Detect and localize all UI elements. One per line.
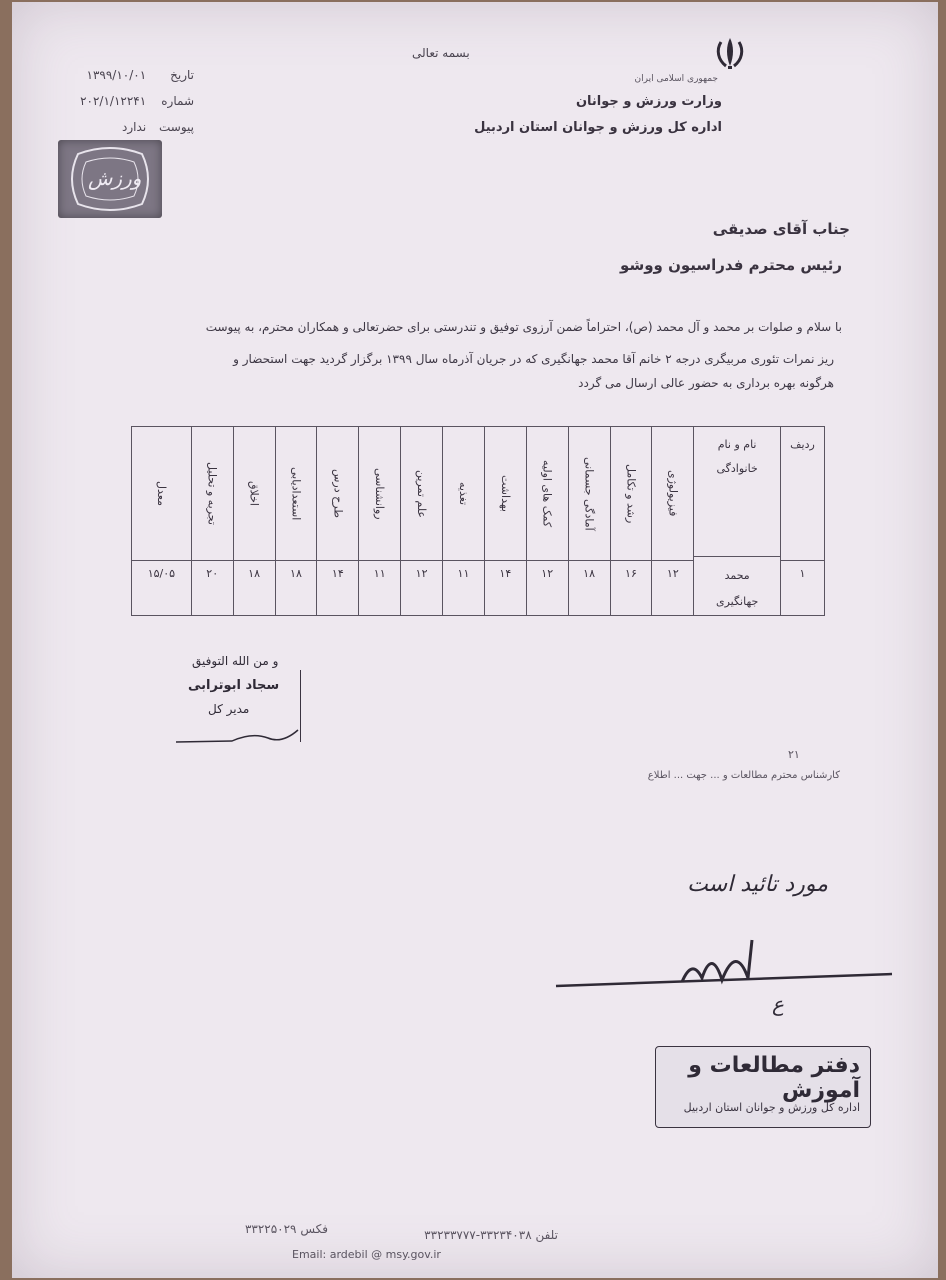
body-line-1: با سلام و صلوات بر محمد و آل محمد (ص)، احتراماً ضمن آرزوی توفیق و تندرستی برای حضرتعالی و همکاران محترم، به پیوست <box>205 320 842 334</box>
footer-tel <box>358 1228 558 1242</box>
col-average <box>132 427 191 615</box>
col-header: تجربه و تحلیل <box>192 427 233 561</box>
col-header: فیزیولوژی <box>652 427 693 561</box>
number-row <box>64 94 194 108</box>
date-value: ۱۳۹۹/۱۰/۰۱ <box>86 68 147 82</box>
approval-signature-icon <box>552 938 912 998</box>
table-cell: ۱۸ <box>290 567 302 580</box>
fax-value: ۳۳۲۲۵۰۲۹ <box>244 1222 297 1236</box>
col-grade <box>484 427 526 615</box>
seal-text: ورزش <box>88 166 142 190</box>
col-row-number <box>780 427 824 615</box>
signature-mark-icon <box>172 724 302 754</box>
stamp-subtitle: اداره کل ورزش و جوانان استان اردبیل <box>683 1101 860 1114</box>
grades-table <box>131 426 825 616</box>
col-grade <box>191 427 233 615</box>
directorate-name: اداره کل ورزش و جوانان استان اردبیل <box>474 120 722 135</box>
col-header: معدل <box>132 427 191 561</box>
col-grade <box>233 427 275 615</box>
col-grade <box>526 427 568 615</box>
table-cell: ۱۱ <box>373 567 386 580</box>
bismillah: بسمه تعالی <box>412 46 470 60</box>
col-grade <box>316 427 358 615</box>
table-cell: ۱۴ <box>331 567 344 580</box>
col-grade <box>568 427 610 615</box>
table-cell: ۱۴ <box>499 567 512 580</box>
footer-fax <box>218 1222 328 1236</box>
tel-value: ۳۳۲۳۴۰۳۸-۳۳۲۳۳۷۷۷ <box>424 1228 532 1242</box>
col-header: استعدادیابی <box>276 427 317 561</box>
table-cell: محمد جهانگیری <box>715 569 759 608</box>
col-grade <box>275 427 317 615</box>
col-grade <box>610 427 652 615</box>
table-cell: ۱ <box>799 567 806 580</box>
table-cell: ۱۶ <box>625 567 637 580</box>
col-header: نام و نام خانوادگی <box>694 427 780 557</box>
stamp-title: دفتر مطالعات و آموزش <box>688 1053 860 1103</box>
cc-text: کارشناس محترم مطالعات و ... جهت ... اطلاع <box>647 770 840 781</box>
table-cell: ۱۱ <box>457 567 470 580</box>
table-cell: ۱۸ <box>583 567 595 580</box>
attachment-value: ندارد <box>122 120 147 134</box>
col-header: بهداشت <box>485 427 526 561</box>
col-header: تغذیه <box>443 427 484 561</box>
col-grade <box>358 427 400 615</box>
approval-note: مورد تائید است <box>687 872 828 897</box>
col-header: کمک های اولیه <box>527 427 568 561</box>
col-header: اخلاق <box>234 427 275 561</box>
col-header: علم تمرین <box>401 427 442 561</box>
col-grade <box>400 427 442 615</box>
number-value: ۲۰۲/۱/۱۲۲۴۱ <box>80 94 147 108</box>
col-header: روانشناسی <box>359 427 400 561</box>
emblem-seal <box>58 140 162 218</box>
office-stamp <box>655 1046 871 1128</box>
cc-number: ۲۱ <box>788 748 800 761</box>
table-cell: ۲۰ <box>206 567 219 580</box>
iran-emblem-icon <box>712 36 748 70</box>
table-cell: ۱۸ <box>248 567 260 580</box>
addressee-name: جناب آقای صدیقی <box>712 220 850 238</box>
document-page <box>12 2 938 1278</box>
attachment-row <box>64 120 194 134</box>
signatory-name: سجاد ابوترابی <box>188 678 280 693</box>
col-header: رشد و تکامل <box>611 427 652 561</box>
col-full-name <box>693 427 780 615</box>
table-cell: ۱۲ <box>541 567 554 580</box>
table-cell: ۱۲ <box>666 567 679 580</box>
body-line-2: ریز نمرات تئوری مربیگری درجه ۲ خانم آقا محمد جهانگیری که در جریان آذرماه سال ۱۳۹۹ برگزار گردید جهت استحضار و <box>233 352 834 366</box>
col-header: آمادگی جسمانی <box>569 427 610 561</box>
fax-label: فکس <box>300 1222 328 1236</box>
date-row <box>64 68 194 82</box>
table-cell: ۱۵/۰۵ <box>147 567 176 580</box>
body-line-3: هرگونه بهره برداری به حضور عالی ارسال می گردد <box>578 376 834 390</box>
ministry-name: وزارت ورزش و جوانان <box>575 94 722 109</box>
col-grade <box>651 427 693 615</box>
col-grade <box>442 427 484 615</box>
col-header: ردیف <box>781 427 824 561</box>
closing-line: و من الله التوفیق <box>192 654 279 668</box>
addressee-title: رئیس محترم فدراسیون ووشو <box>620 256 842 274</box>
date-label: تاریخ <box>170 68 194 82</box>
col-header: طرح درس <box>317 427 358 561</box>
tel-label: تلفن <box>535 1228 558 1242</box>
signatory-title: مدیر کل <box>208 702 250 716</box>
table-cell: ۱۲ <box>415 567 428 580</box>
approval-initial: ع <box>772 992 784 1016</box>
footer-email: Email: ardebil @ msy.gov.ir <box>292 1248 441 1261</box>
country-name: جمهوری اسلامی ایران <box>634 74 718 84</box>
number-label: شماره <box>161 94 194 108</box>
attachment-label: پیوست <box>159 120 194 134</box>
